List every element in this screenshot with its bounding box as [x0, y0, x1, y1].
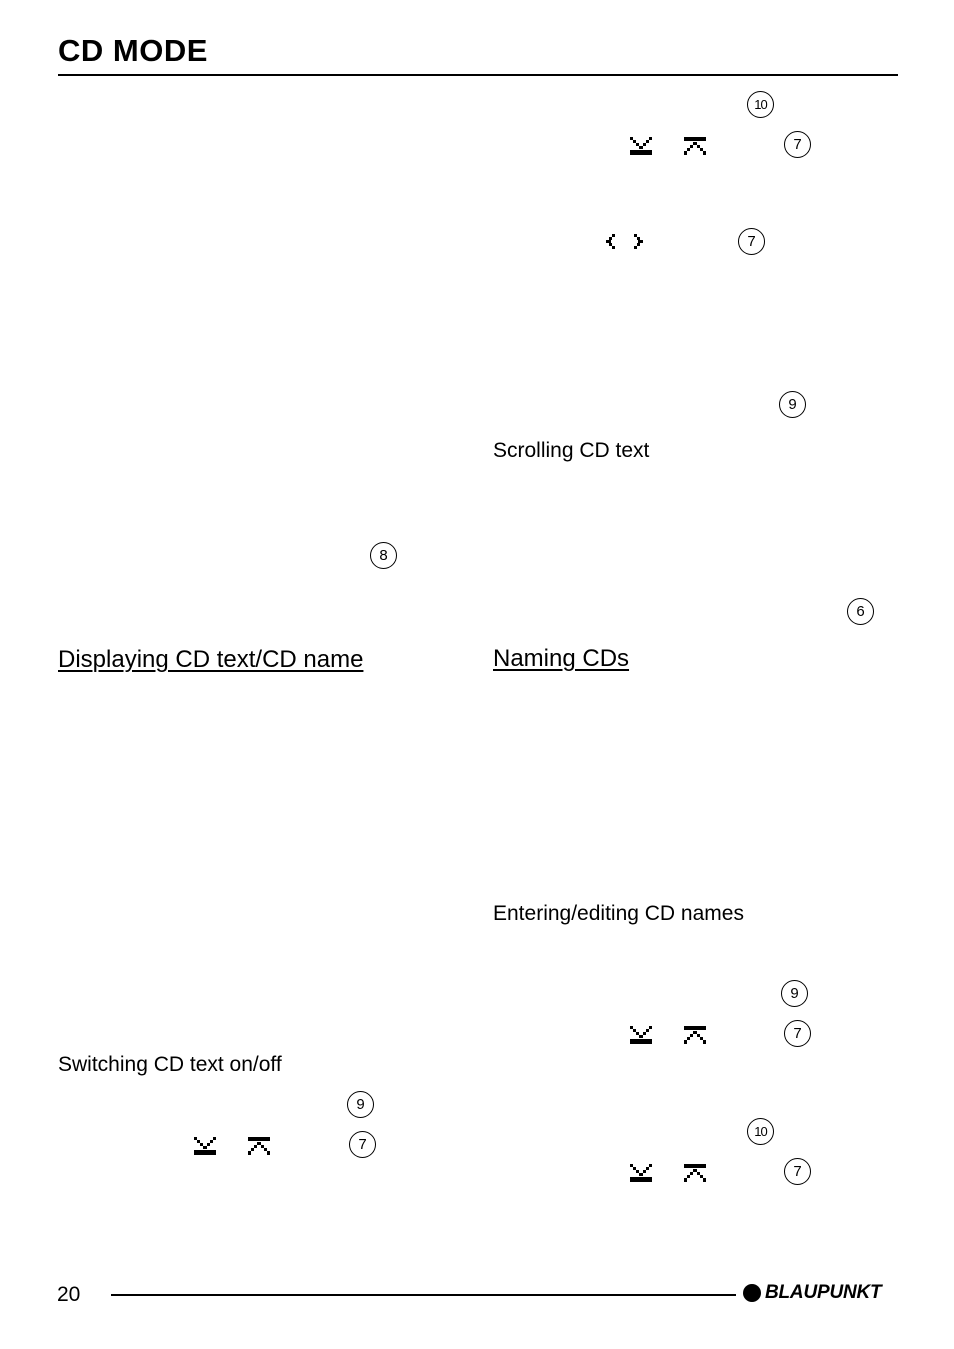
down-arrow-icon: [630, 1164, 652, 1182]
badge-9: 9: [347, 1091, 374, 1118]
badge-6: 6: [847, 598, 874, 625]
down-arrow-icon: [630, 137, 652, 155]
scrolling-cd-text-heading: Scrolling CD text: [493, 439, 650, 462]
footer-divider: [111, 1294, 736, 1296]
page-title: CD MODE: [58, 33, 208, 68]
up-arrow-icon: [684, 1164, 706, 1182]
badge-9: 9: [781, 980, 808, 1007]
title-divider: [58, 74, 898, 76]
badge-8: 8: [370, 542, 397, 569]
badge-10: 10: [747, 91, 774, 118]
entering-editing-cd-names-heading: Entering/editing CD names: [493, 902, 744, 925]
up-arrow-icon: [684, 137, 706, 155]
badge-7: 7: [784, 1158, 811, 1185]
naming-cds-heading: Naming CDs: [493, 645, 630, 672]
left-right-arrows-icon: [606, 234, 646, 249]
up-arrow-icon: [248, 1137, 270, 1155]
badge-10: 10: [747, 1118, 774, 1145]
badge-7: 7: [784, 131, 811, 158]
down-arrow-icon: [194, 1137, 216, 1155]
badge-7: 7: [738, 228, 765, 255]
brand-name: BLAUPUNKT: [765, 1282, 882, 1303]
displaying-cd-text-heading: Displaying CD text/CD name: [58, 646, 364, 673]
page-number: 20: [57, 1283, 81, 1306]
badge-7: 7: [784, 1020, 811, 1047]
brand-dot-icon: [743, 1284, 761, 1302]
badge-7: 7: [349, 1131, 376, 1158]
badge-9: 9: [779, 391, 806, 418]
down-arrow-icon: [630, 1026, 652, 1044]
up-arrow-icon: [684, 1026, 706, 1044]
switching-cd-text-heading: Switching CD text on/off: [58, 1053, 282, 1076]
brand-logo: [743, 1282, 881, 1304]
